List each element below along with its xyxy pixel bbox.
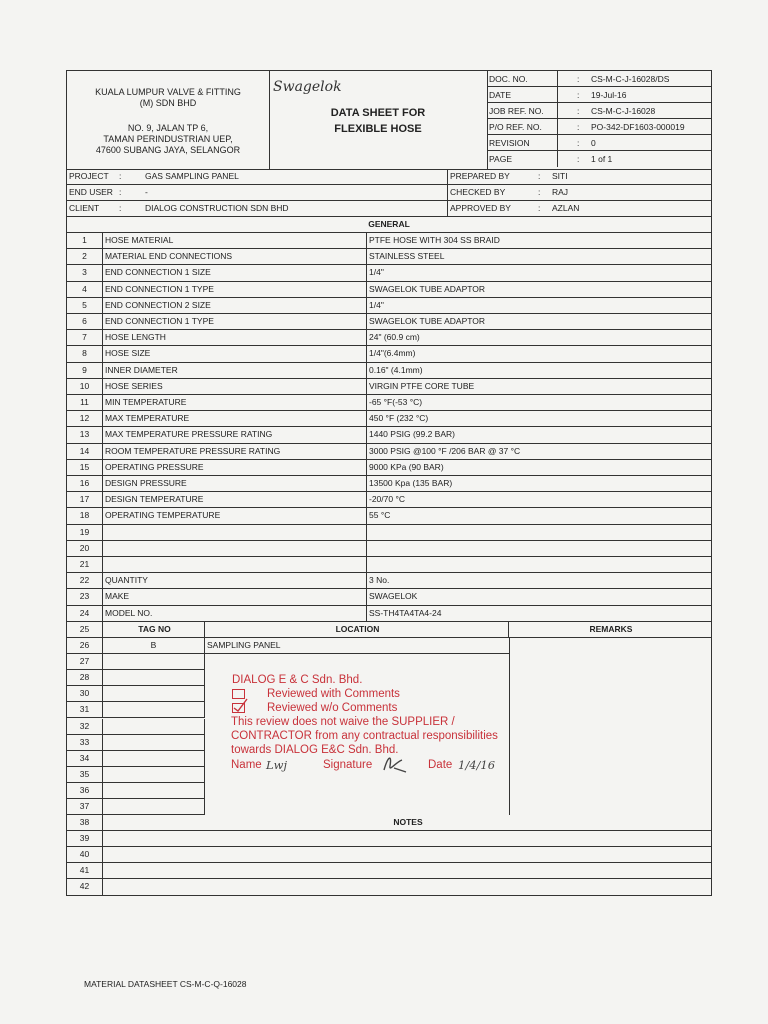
table-row (67, 557, 711, 573)
table-row (67, 265, 711, 281)
meta-row (487, 135, 711, 151)
item-value: PTFE HOSE WITH 304 SS BRAID (369, 235, 500, 245)
colon: : (538, 203, 541, 213)
meta-label: DOC. NO. (489, 74, 528, 84)
location-header: LOCATION (205, 622, 509, 637)
item-value (367, 557, 711, 572)
colon: : (538, 187, 541, 197)
meta-label: PAGE (489, 154, 512, 164)
note-cell (103, 863, 711, 878)
end-user-value: - (145, 187, 148, 197)
item-value: 450 °F (232 °C) (369, 413, 429, 424)
colon: : (577, 154, 580, 164)
table-row (67, 460, 711, 476)
approved-by-label: APPROVED BY (450, 203, 511, 213)
item-value: 1/4"(6.4mm) (369, 348, 416, 359)
row-number: 3 (67, 265, 103, 280)
row-number: 33 (67, 735, 103, 751)
tag-no (103, 719, 205, 735)
general-section-header (67, 217, 711, 233)
row-number: 15 (67, 460, 103, 475)
row-number: 2 (67, 249, 103, 264)
location (205, 654, 509, 670)
item-value: 3000 PSIG @100 °F /206 BAR @ 37 °C (369, 445, 521, 456)
meta-label: P/O REF. NO. (489, 122, 542, 132)
meta-value: 1 of 1 (591, 154, 613, 164)
meta-divider (557, 87, 558, 102)
client-row (67, 201, 711, 217)
row-number: 20 (67, 541, 103, 556)
tag-no (103, 751, 205, 767)
colon: : (577, 74, 580, 84)
table-row (67, 249, 711, 265)
footer-reference: MATERIAL DATASHEET CS-M-C-Q-16028 (84, 979, 247, 989)
meta-value: CS-M-C-J-16028/DS (591, 74, 670, 84)
item-label: MATERIAL END CONNECTIONS (103, 249, 367, 264)
location: SAMPLING PANEL (205, 638, 509, 654)
table-row (67, 363, 711, 379)
table-row (67, 654, 711, 670)
stamp-company: DIALOG E & C Sdn. Bhd. (232, 674, 363, 686)
row-number: 38 (67, 815, 103, 830)
item-label: END CONNECTION 1 TYPE (103, 314, 367, 329)
meta-row (487, 87, 711, 103)
row-number: 10 (67, 379, 103, 394)
table-row (67, 330, 711, 346)
row-number: 1 (67, 233, 103, 248)
meta-row (487, 151, 711, 167)
checkmark-icon (232, 698, 248, 712)
row-number: 41 (67, 863, 103, 878)
item-label: MAKE (103, 589, 367, 604)
tag-no (103, 735, 205, 751)
row-number: 23 (67, 589, 103, 604)
row-number: 8 (67, 346, 103, 361)
company-suffix: (M) SDN BHD (139, 98, 197, 108)
company-address-3: 47600 SUBANG JAYA, SELANGOR (95, 145, 241, 155)
item-label: MAX TEMPERATURE PRESSURE RATING (103, 427, 367, 442)
notes-header-row (67, 815, 711, 831)
item-value: -65 °F(-53 °C) (369, 397, 423, 407)
colon: : (577, 138, 580, 148)
meta-label: DATE (489, 90, 512, 100)
row-number: 7 (67, 330, 103, 345)
table-row (67, 395, 711, 411)
item-value: 1/4" (369, 299, 384, 310)
meta-row (487, 119, 711, 135)
item-label: ROOM TEMPERATURE PRESSURE RATING (103, 444, 367, 459)
company-block (67, 71, 270, 169)
row-number: 27 (67, 654, 103, 670)
item-label: END CONNECTION 1 SIZE (103, 265, 367, 280)
meta-divider (557, 71, 558, 86)
meta-value: PO-342-DF1603-000019 (591, 122, 685, 132)
table-row (67, 670, 711, 686)
table-row (67, 411, 711, 427)
item-value: 55 °C (369, 510, 391, 521)
colon: : (577, 90, 580, 100)
location (205, 799, 509, 815)
row-number: 12 (67, 411, 103, 426)
meta-label: REVISION (489, 138, 530, 148)
item-label (103, 557, 367, 572)
row-number: 18 (67, 508, 103, 523)
stamp-disclaimer-2: CONTRACTOR from any contractual responsibilities (231, 730, 498, 742)
row-number: 24 (67, 606, 103, 621)
tag-no (103, 767, 205, 783)
company-address-1: NO. 9, JALAN TP 6, (127, 123, 209, 133)
swagelok-logo: Swagelok (273, 79, 342, 95)
general-title: GENERAL (368, 219, 410, 229)
table-row (67, 606, 711, 622)
item-value: 24" (60.9 cm) (369, 332, 420, 343)
row-number: 35 (67, 767, 103, 783)
meta-label: JOB REF. NO. (489, 106, 544, 116)
item-value: SWAGELOK (369, 591, 418, 602)
row-number: 37 (67, 799, 103, 815)
item-label: OPERATING TEMPERATURE (103, 508, 367, 523)
table-row (67, 346, 711, 362)
meta-value: 0 (591, 138, 596, 148)
location (205, 783, 509, 799)
item-value: 9000 KPa (90 BAR) (369, 461, 444, 472)
stamp-without-comments-label: Reviewed w/o Comments (267, 702, 398, 714)
project-row (67, 169, 711, 185)
row-number: 16 (67, 476, 103, 491)
row-number: 25 (67, 622, 103, 637)
item-value (367, 525, 711, 540)
item-label: OPERATING PRESSURE (103, 460, 367, 475)
row-number: 4 (67, 282, 103, 297)
remarks-divider (509, 638, 510, 815)
item-label: END CONNECTION 2 SIZE (103, 298, 367, 313)
meta-divider (557, 119, 558, 134)
tag-no (103, 799, 205, 815)
table-row (67, 573, 711, 589)
table-row (67, 233, 711, 249)
meta-divider (557, 151, 558, 167)
row-number: 9 (67, 363, 103, 378)
item-value: 0.16" (4.1mm) (369, 364, 423, 375)
item-label: QUANTITY (103, 573, 367, 588)
table-row (67, 879, 711, 895)
table-row (67, 508, 711, 524)
item-label: DESIGN PRESSURE (103, 476, 367, 491)
table-row (67, 298, 711, 314)
item-value: SWAGELOK TUBE ADAPTOR (369, 283, 486, 294)
meta-value: 19-Jul-16 (591, 90, 627, 100)
table-row (67, 831, 711, 847)
item-label: HOSE MATERIAL (103, 233, 367, 248)
item-value: STAINLESS STEEL (369, 251, 445, 262)
colon: : (577, 106, 580, 116)
document-meta (487, 71, 711, 169)
stamp-name-label: Name (231, 759, 262, 771)
table-row (67, 444, 711, 460)
project-label: PROJECT (69, 171, 109, 181)
stamp-with-comments (232, 688, 400, 700)
table-row (67, 783, 711, 799)
checked-checkbox-icon (232, 703, 245, 713)
item-label: INNER DIAMETER (103, 363, 367, 378)
document-title-1: DATA SHEET FOR (330, 107, 426, 119)
row-number: 28 (67, 670, 103, 686)
table-row (67, 282, 711, 298)
colon: : (119, 203, 122, 213)
meta-row (487, 103, 711, 119)
meta-divider (557, 103, 558, 118)
row-number: 22 (67, 573, 103, 588)
client-label: CLIENT (69, 203, 100, 213)
colon: : (577, 122, 580, 132)
stamp-without-comments (232, 702, 397, 714)
table-row (67, 492, 711, 508)
row-number: 5 (67, 298, 103, 313)
stamp-date-label: Date (428, 759, 453, 771)
item-value (367, 541, 711, 556)
item-label (103, 525, 367, 540)
item-label: DESIGN TEMPERATURE (103, 492, 367, 507)
row-number: 6 (67, 314, 103, 329)
item-value: VIRGIN PTFE CORE TUBE (369, 380, 475, 391)
tag-no (103, 670, 205, 686)
table-row (67, 638, 711, 654)
colon: : (119, 187, 122, 197)
item-value: SWAGELOK TUBE ADAPTOR (369, 316, 486, 326)
note-cell (103, 879, 711, 895)
end-user-label: END USER (69, 187, 113, 197)
notes-title: NOTES (393, 817, 423, 827)
item-value: 13500 Kpa (135 BAR) (369, 478, 453, 488)
prepared-by-label: PREPARED BY (450, 171, 510, 181)
item-value: SS-TH4TA4TA4-24 (369, 607, 442, 618)
item-label: END CONNECTION 1 TYPE (103, 282, 367, 297)
approved-by-value: AZLAN (552, 203, 580, 213)
item-label: MODEL NO. (103, 606, 367, 621)
row-number: 36 (67, 783, 103, 799)
tag-no-header: TAG NO (103, 622, 205, 637)
row-number: 34 (67, 751, 103, 767)
signature-scribble (380, 752, 410, 776)
stamp-disclaimer-1: This review does not waive the SUPPLIER / (231, 716, 455, 728)
stamp-with-comments-label: Reviewed with Comments (267, 688, 400, 700)
row-number: 30 (67, 686, 103, 702)
company-name: KUALA LUMPUR VALVE & FITTING (95, 87, 241, 97)
document-title-2: FLEXIBLE HOSE (334, 123, 422, 135)
row-number: 31 (67, 702, 103, 718)
stamp-name-value: Lwj (266, 758, 288, 772)
prepared-by-value: SITI (552, 171, 568, 181)
row-number: 40 (67, 847, 103, 862)
item-value: 3 No. (369, 575, 390, 586)
client-value: DIALOG CONSTRUCTION SDN BHD (145, 203, 289, 213)
row-number: 17 (67, 492, 103, 507)
row-number: 11 (67, 395, 103, 410)
item-label: MIN TEMPERATURE (103, 395, 367, 410)
item-label (103, 541, 367, 556)
item-label: HOSE SIZE (103, 346, 367, 361)
stamp-date-value: 1/4/16 (458, 758, 496, 772)
item-value: -20/70 °C (369, 494, 406, 505)
row-number: 21 (67, 557, 103, 572)
note-cell (103, 847, 711, 862)
checked-by-value: RAJ (552, 187, 569, 197)
company-address-2: TAMAN PERINDUSTRIAN UEP, (103, 134, 233, 144)
tag-no (103, 702, 205, 718)
row-number: 39 (67, 831, 103, 846)
row-number: 13 (67, 427, 103, 442)
sheet-header (67, 71, 711, 170)
item-value: 1440 PSIG (99.2 BAR) (369, 429, 455, 440)
table-row (67, 525, 711, 541)
table-row (67, 427, 711, 443)
tag-no (103, 654, 205, 670)
row-number: 42 (67, 879, 103, 895)
note-cell (103, 831, 711, 846)
colon: : (119, 171, 122, 181)
end-user-row (67, 185, 711, 201)
table-row (67, 541, 711, 557)
tags-header-row (67, 622, 711, 638)
row-number: 14 (67, 444, 103, 459)
meta-row (487, 71, 711, 87)
table-row (67, 799, 711, 815)
title-block (269, 71, 488, 169)
meta-value: CS-M-C-J-16028 (591, 106, 656, 116)
item-label: HOSE LENGTH (103, 330, 367, 345)
colon: : (538, 171, 541, 181)
row-number: 32 (67, 719, 103, 735)
table-row (67, 476, 711, 492)
meta-divider (557, 135, 558, 150)
tag-no (103, 783, 205, 799)
table-row (67, 847, 711, 863)
table-row (67, 589, 711, 605)
tag-no (103, 686, 205, 702)
checked-by-label: CHECKED BY (450, 187, 506, 197)
item-value: 1/4" (369, 267, 384, 278)
stamp-signature-label: Signature (323, 759, 373, 771)
row-number: 19 (67, 525, 103, 540)
table-row (67, 863, 711, 879)
item-label: HOSE SERIES (103, 379, 367, 394)
tag-no: B (103, 638, 205, 654)
row-number: 26 (67, 638, 103, 654)
project-value: GAS SAMPLING PANEL (145, 171, 239, 181)
table-row (67, 379, 711, 395)
item-label: MAX TEMPERATURE (103, 411, 367, 426)
table-row (67, 314, 711, 330)
remarks-header: REMARKS (589, 624, 633, 634)
stamp-disclaimer-3: towards DIALOG E&C Sdn. Bhd. (231, 744, 399, 756)
